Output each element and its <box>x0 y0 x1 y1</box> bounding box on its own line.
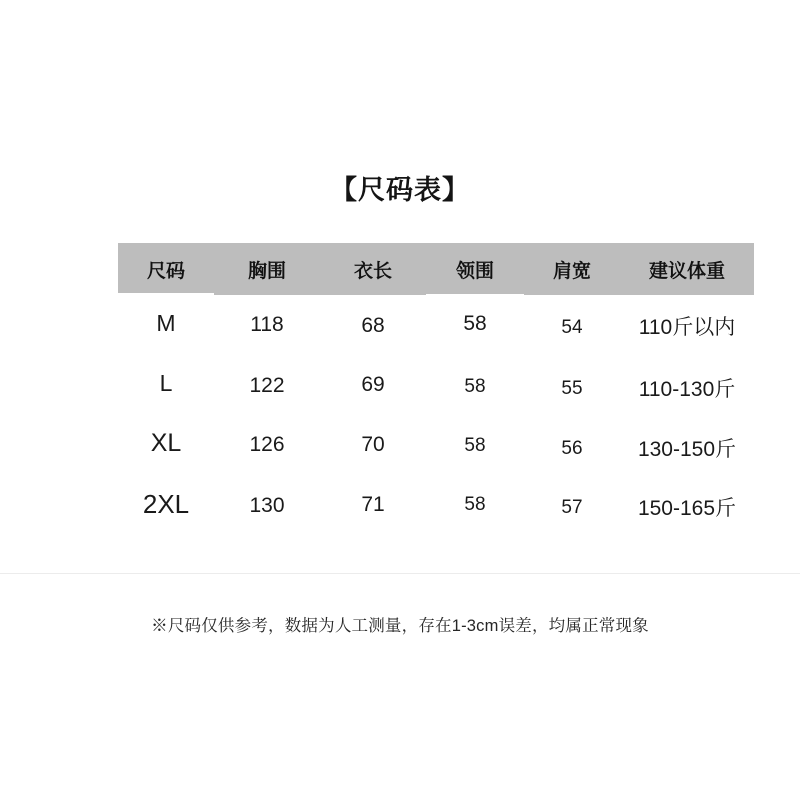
cell-weight: 130-150斤 <box>620 418 754 478</box>
column-header-shoulder: 肩宽 <box>524 243 620 295</box>
cell-weight: 110-130斤 <box>620 358 754 418</box>
table-row <box>118 355 754 415</box>
table-body <box>118 295 754 535</box>
table-row <box>118 415 754 475</box>
cell-length: 71 <box>320 475 426 535</box>
cell-size: L <box>118 353 214 413</box>
cell-shoulder: 54 <box>524 298 620 358</box>
cell-weight: 110斤以内 <box>620 296 754 356</box>
table-header <box>118 243 754 295</box>
cell-collar: 58 <box>426 357 524 417</box>
column-header-size: 尺码 <box>118 243 214 295</box>
cell-length: 70 <box>320 415 426 475</box>
cell-shoulder: 57 <box>524 478 620 538</box>
size-table <box>118 243 754 535</box>
cell-shoulder: 56 <box>524 419 620 479</box>
column-header-length: 衣长 <box>320 243 426 295</box>
table-row <box>118 475 754 535</box>
cell-chest: 126 <box>214 415 320 475</box>
cell-chest: 122 <box>214 356 320 416</box>
cell-length: 69 <box>320 355 426 415</box>
size-table-container <box>118 243 742 535</box>
cell-chest: 118 <box>214 295 320 355</box>
column-header-collar: 领围 <box>426 243 524 295</box>
measurement-disclaimer: ※尺码仅供参考，数据为人工测量，存在1-3cm误差，均属正常现象 <box>151 617 649 635</box>
column-header-chest: 胸围 <box>214 243 320 295</box>
cell-collar: 58 <box>426 416 524 476</box>
cell-length: 68 <box>320 296 426 356</box>
cell-collar: 58 <box>426 294 524 354</box>
page-title: 【尺码表】 <box>330 175 470 205</box>
cell-collar: 58 <box>426 475 524 535</box>
section-divider <box>0 573 800 574</box>
cell-chest: 130 <box>214 476 320 536</box>
cell-weight: 150-165斤 <box>620 477 754 537</box>
table-row <box>118 295 754 355</box>
cell-size: M <box>118 293 214 353</box>
cell-size: XL <box>118 413 214 473</box>
cell-shoulder: 55 <box>524 359 620 419</box>
cell-size: 2XL <box>118 474 214 534</box>
column-header-weight: 建议体重 <box>620 243 754 295</box>
table-header-row <box>118 243 754 295</box>
